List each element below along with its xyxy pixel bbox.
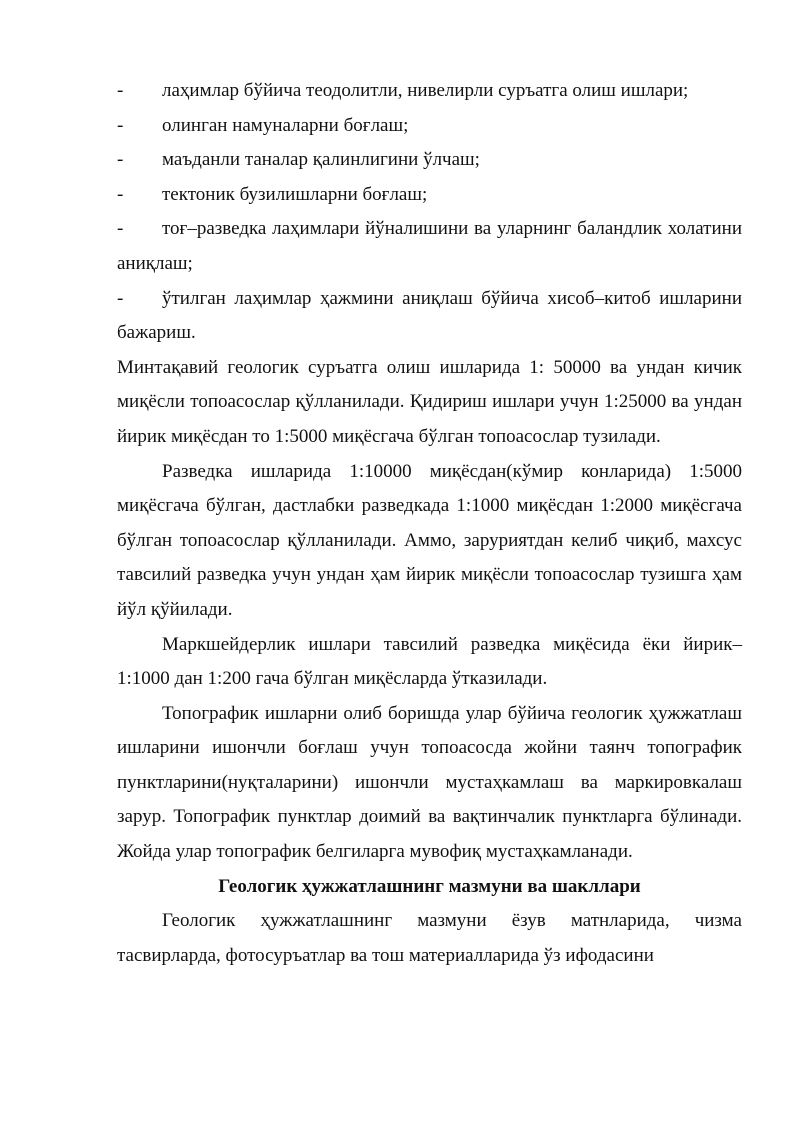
paragraph: Топографик ишларни олиб боришда улар бўйича геологик ҳужжатлаш ишларини ишончли боғлаш учун топоасосда жойни таянч топографик пунктларини(нуқталарини) ишончли мустаҳкамлаш ва маркировкалаш зарур. Топографик пунктлар доимий ва вақтинчалик пунктларга бўлинади. Жойда улар топографик белгиларга мувофиқ мустаҳкамланади. <box>117 702 742 863</box>
bullet-dash: - <box>117 114 124 136</box>
list-item <box>117 282 742 351</box>
list-item-text: лаҳимлар бўйича теодолитли, нивелирли суръатга олиш ишлари; <box>162 80 689 101</box>
bullet-dash: - <box>117 287 124 309</box>
list-item-text: маъданли таналар қалинлигини ўлчаш; <box>162 149 480 171</box>
document-page <box>117 74 742 973</box>
paragraph: Минтақавий геологик суръатга олиш ишларида 1: 50000 ва ундан кичик миқёсли топоасослар қўлланилади. Қидириш ишлари учун 1:25000 ва ундан йирик миқёсдан то 1:5000 миқёсгача бўлган топоасослар тузилади. <box>117 356 742 447</box>
list-item-text: олинган намуналарни боғлаш; <box>162 114 409 136</box>
list-item <box>117 212 742 281</box>
list-item <box>117 143 742 178</box>
section-heading: Геологик ҳужжатлашнинг мазмуни ва шакллари <box>218 875 641 897</box>
list-item-text: тектоник бузилишларни боғлаш; <box>162 183 428 205</box>
paragraph: Разведка ишларида 1:10000 миқёсдан(кўмир конларида) 1:5000 миқёсгача бўлган, дастлабки разведкада 1:1000 миқёсдан 1:2000 миқёсгача бўлган топоасослар қўлланилади. Аммо, заруриятдан келиб чиқиб, махсус тавсилий разведка учун ундан ҳам йирик миқёсли топоасослар тузишга ҳам йўл қўйилади. <box>117 460 742 620</box>
bullet-dash: - <box>117 183 124 205</box>
bullet-dash: - <box>117 149 124 171</box>
list-item-text: ўтилган лаҳимлар ҳажмини аниқлаш бўйича хисоб–китоб ишларини бажариш. <box>117 287 742 344</box>
list-item <box>117 74 742 109</box>
bullet-dash: - <box>117 80 124 101</box>
list-item <box>117 109 742 144</box>
bullet-dash: - <box>117 218 124 240</box>
paragraph: Маркшейдерлик ишлари тавсилий разведка миқёсида ёки йирик–1:1000 дан 1:200 гача бўлган миқёсларда ўтказилади. <box>117 633 742 690</box>
list-item <box>117 178 742 213</box>
paragraph: Геологик ҳужжатлашнинг мазмуни ёзув матнларида, чизма тасвирларда, фотосуръатлар ва тош материалларида ўз ифодасини <box>117 910 742 966</box>
list-item-text: тоғ–разведка лаҳимлари йўналишини ва уларнинг баландлик холатини аниқлаш; <box>117 218 742 274</box>
